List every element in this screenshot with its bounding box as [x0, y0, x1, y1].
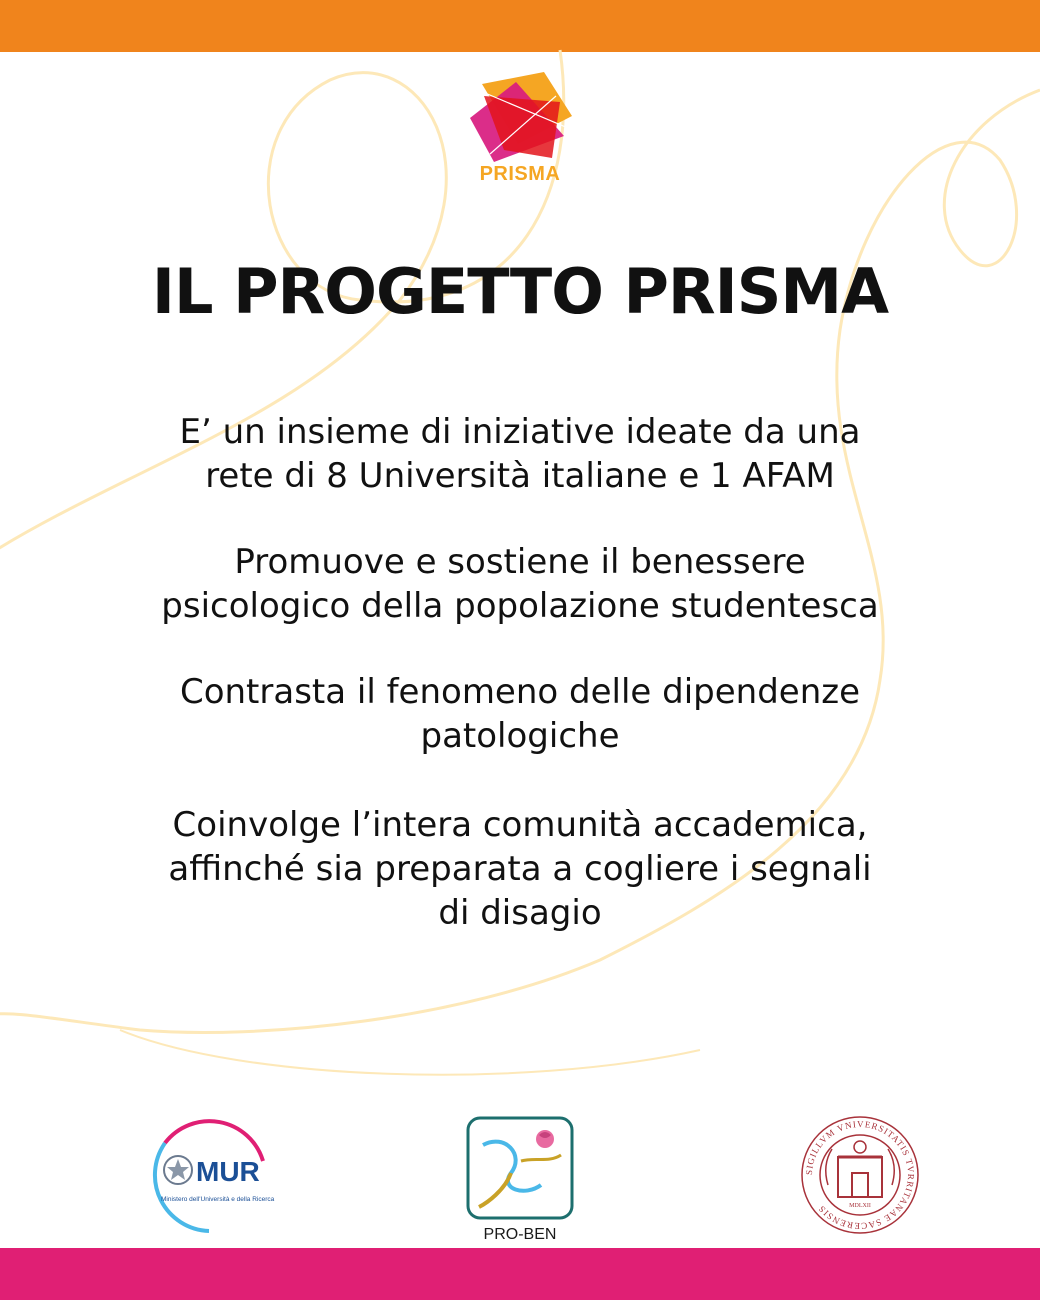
- mur-text: MUR: [196, 1156, 260, 1187]
- pro-ben-logo-icon: [465, 1115, 575, 1245]
- page-title: IL PROGETTO PRISMA: [151, 255, 889, 328]
- paragraph-dipendenze: Contrasta il fenomeno delle dipendenze patologiche: [179, 672, 861, 756]
- university-seal-icon: [800, 1115, 920, 1235]
- seal-year: MDLXII: [849, 1203, 871, 1209]
- seal-text: SIGILLVM VNIVERSITATIS TVRRITANAE SACERENSIS: [803, 1118, 917, 1232]
- mur-subtitle: Ministero dell'Università e della Ricerca: [161, 1196, 275, 1203]
- bottom-accent-bar: [0, 1248, 1040, 1300]
- prisma-logo-text: PRISMA: [479, 163, 561, 185]
- paragraph-comunita: Coinvolge l’intera comunità accademica, affinché sia preparata a cogliere i segnali di disagio: [168, 805, 872, 933]
- top-accent-bar: [0, 0, 1040, 52]
- paragraph-benessere: Promuove e sostiene il benessere psicologico della popolazione studentesca: [161, 542, 879, 626]
- paragraph-iniziative: E’ un insieme di iniziative ideate da una rete di 8 Università italiane e 1 AFAM: [179, 412, 861, 496]
- mur-logo-icon: [145, 1113, 275, 1238]
- pro-ben-text: PRO-BEN: [483, 1226, 557, 1243]
